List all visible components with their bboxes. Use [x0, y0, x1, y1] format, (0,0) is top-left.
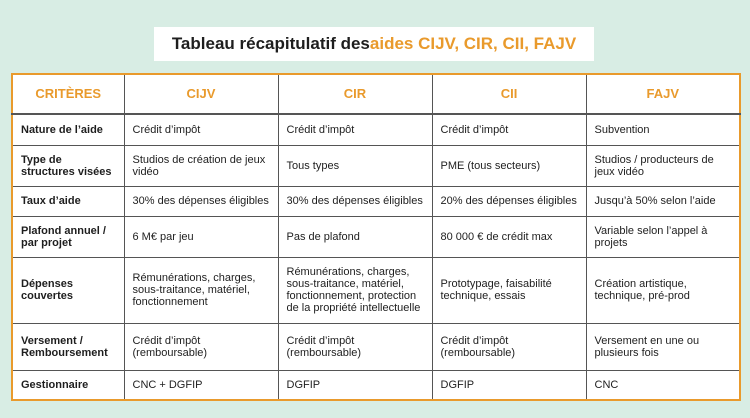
table-cell: Prototypage, faisabilité technique, essais [432, 257, 586, 323]
table-cell: Pas de plafond [278, 216, 432, 257]
criteria-cell: Type de structures visées [12, 145, 124, 186]
title-prefix: Tableau récapitulatif des [171, 34, 370, 53]
criteria-cell: Nature de l’aide [12, 114, 124, 145]
table-cell: Versement en une ou plusieurs fois [586, 323, 740, 370]
table-row [12, 114, 740, 145]
table-cell: Crédit d’impôt (remboursable) [432, 323, 586, 370]
table-row [12, 323, 740, 370]
table-row [12, 257, 740, 323]
criteria-cell: Versement / Remboursement [12, 323, 124, 370]
table-cell: Rémunérations, charges, sous-traitance, matériel, fonctionnement, protection de la propriété intellectuelle [278, 257, 432, 323]
header-cii: CII [432, 74, 586, 114]
table-cell: CNC [586, 370, 740, 400]
table-cell: 80 000 € de crédit max [432, 216, 586, 257]
table-cell: Crédit d’impôt [278, 114, 432, 145]
table-cell: DGFIP [432, 370, 586, 400]
table-cell: Variable selon l’appel à projets [586, 216, 740, 257]
table-cell: Crédit d’impôt [124, 114, 278, 145]
criteria-cell: Taux d’aide [12, 186, 124, 216]
table-cell: 30% des dépenses éligibles [124, 186, 278, 216]
header-row [12, 74, 740, 114]
table-cell: Crédit d’impôt [432, 114, 586, 145]
table-cell: Rémunérations, charges, sous-traitance, matériel, fonctionnement [124, 257, 278, 323]
table-cell: Subvention [586, 114, 740, 145]
table-row [12, 145, 740, 186]
table-cell: Crédit d’impôt (remboursable) [124, 323, 278, 370]
page-title [154, 27, 594, 61]
table-row [12, 370, 740, 400]
table-row [12, 216, 740, 257]
table-cell: CNC + DGFIP [124, 370, 278, 400]
table-cell: PME (tous secteurs) [432, 145, 586, 186]
table-cell: Création artistique, technique, pré-prod [586, 257, 740, 323]
header-fajv: FAJV [586, 74, 740, 114]
header-criteria: CRITÈRES [12, 74, 124, 114]
header-cir: CIR [278, 74, 432, 114]
table-cell: Jusqu’à 50% selon l’aide [586, 186, 740, 216]
table-cell: 20% des dépenses éligibles [432, 186, 586, 216]
criteria-cell: Dépenses couvertes [12, 257, 124, 323]
table-cell: 6 M€ par jeu [124, 216, 278, 257]
criteria-cell: Gestionnaire [12, 370, 124, 400]
table-row [12, 186, 740, 216]
criteria-cell: Plafond annuel / par projet [12, 216, 124, 257]
table-cell: Studios / producteurs de jeux vidéo [586, 145, 740, 186]
title-highlight: aides CIJV, CIR, CII, FAJV [369, 34, 577, 53]
table-cell: Tous types [278, 145, 432, 186]
table-cell: Crédit d’impôt (remboursable) [278, 323, 432, 370]
header-cijv: CIJV [124, 74, 278, 114]
table-cell: DGFIP [278, 370, 432, 400]
summary-table [11, 73, 741, 401]
table-cell: Studios de création de jeux vidéo [124, 145, 278, 186]
table-cell: 30% des dépenses éligibles [278, 186, 432, 216]
